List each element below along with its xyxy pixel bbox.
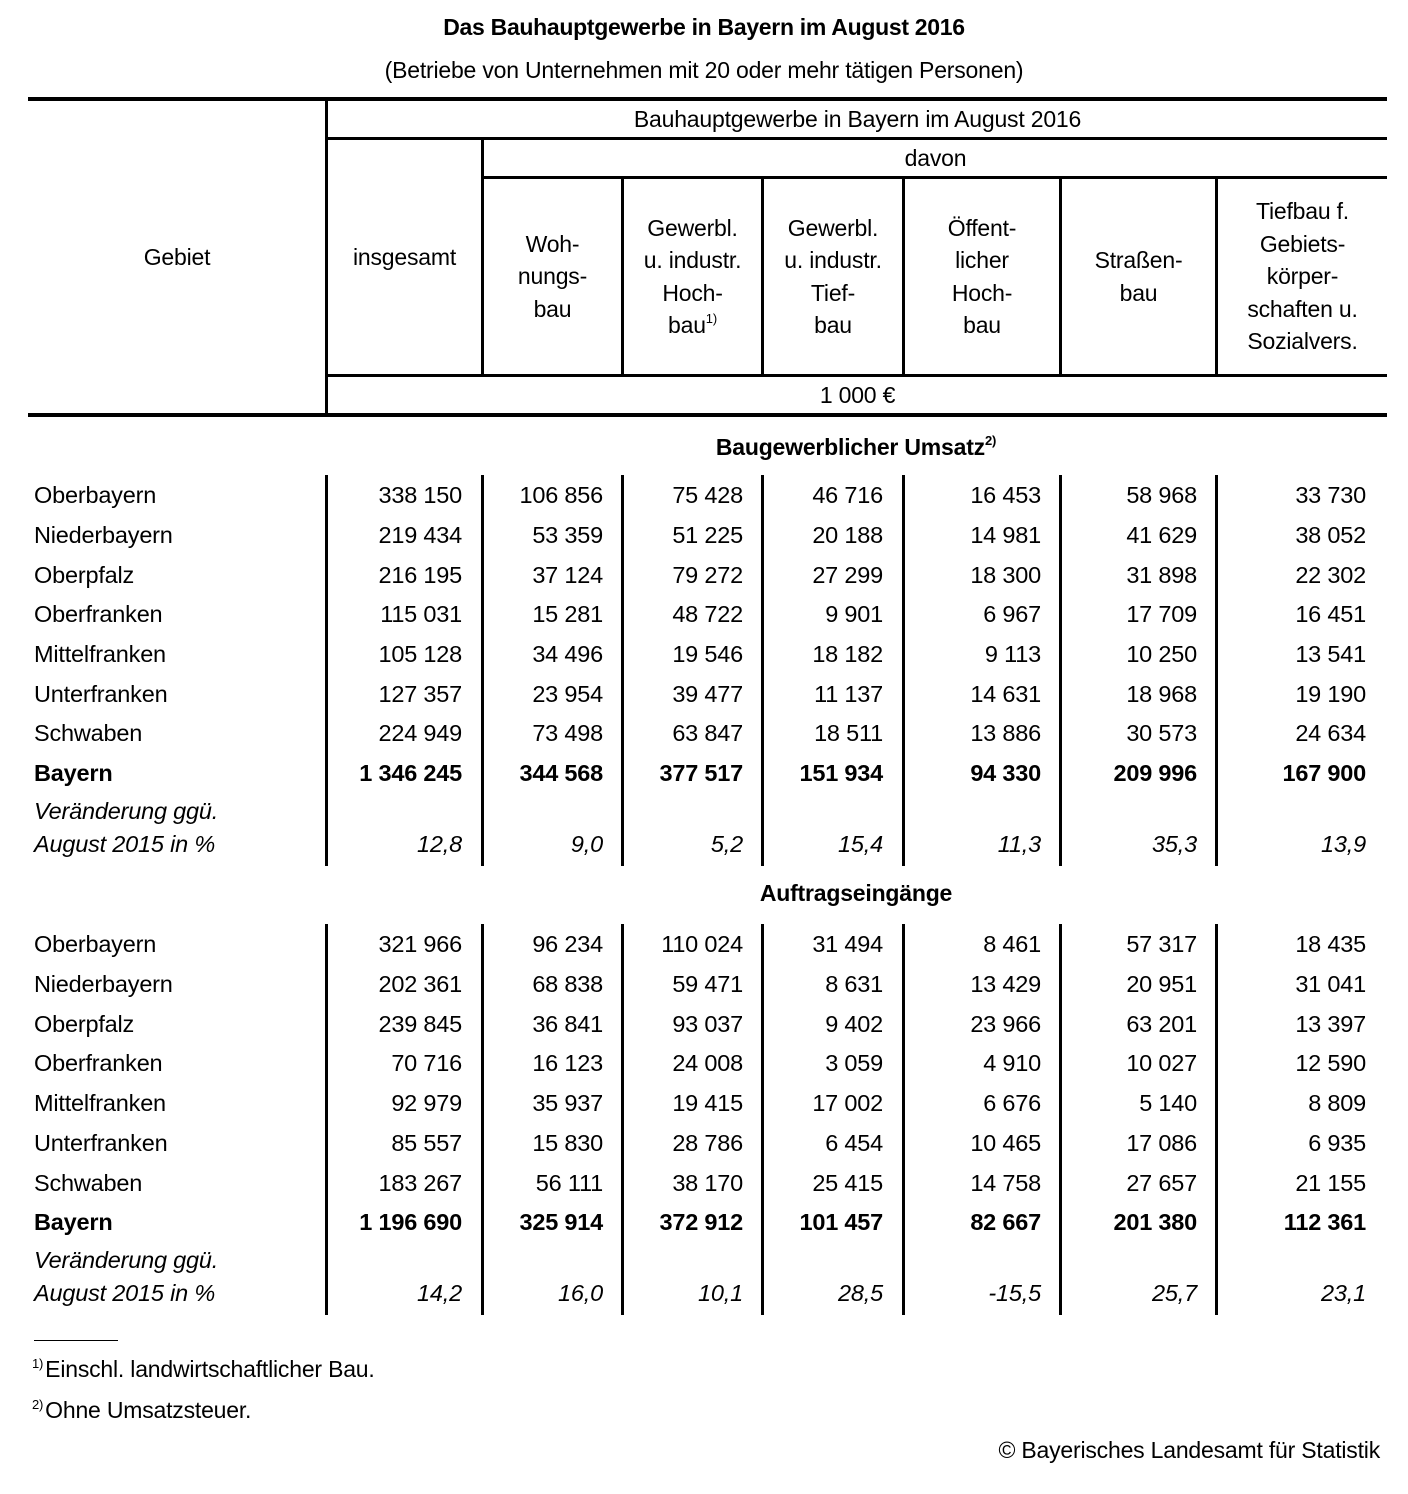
- cell: 18 511: [814, 720, 883, 746]
- row-label: Oberpfalz: [34, 1011, 135, 1037]
- header-group: [328, 101, 1387, 137]
- cell: 14,2: [417, 1280, 462, 1306]
- table-row: [0, 482, 1408, 522]
- cell: 202 361: [378, 971, 462, 997]
- cell: 23 966: [970, 1011, 1041, 1037]
- cell: 27 657: [1126, 1170, 1197, 1196]
- header-line: Hoch-: [662, 279, 723, 306]
- header-line: Hoch-: [951, 279, 1013, 306]
- cell: 12,8: [417, 831, 462, 857]
- cell: 239 845: [378, 1011, 462, 1037]
- row-label: Bayern: [34, 760, 113, 786]
- header-col-gewerbl-tiefbau: [764, 179, 902, 374]
- cell: 35,3: [1152, 831, 1197, 857]
- cell: 19 190: [1295, 681, 1366, 707]
- cell: 73 498: [532, 720, 603, 746]
- header-line: bau: [814, 312, 852, 338]
- cell: 16 123: [532, 1050, 603, 1076]
- cell: 8 461: [983, 931, 1041, 957]
- table-row: [0, 562, 1408, 602]
- cell: 151 934: [799, 760, 883, 786]
- cell: 25 415: [812, 1170, 883, 1196]
- header-col-strassenbau: [1062, 179, 1215, 374]
- cell: 19 546: [672, 641, 743, 667]
- section-title-umsatz: [326, 434, 1386, 461]
- cell: 105 128: [378, 641, 462, 667]
- cell: 13,9: [1321, 831, 1366, 857]
- cell: 377 517: [659, 760, 743, 786]
- header-line: Sozialvers.: [1247, 328, 1358, 355]
- row-label: August 2015 in %: [34, 1280, 216, 1306]
- footnote-marker: 2): [984, 433, 997, 448]
- cell: 101 457: [799, 1209, 883, 1235]
- cell: 13 541: [1295, 641, 1366, 667]
- cell: 18 435: [1295, 931, 1366, 957]
- cell: 13 886: [970, 720, 1041, 746]
- header-unit: [328, 377, 1387, 413]
- header-gebiet-label: Gebiet: [143, 243, 211, 270]
- header-line: nungs-: [517, 263, 588, 290]
- row-label: Veränderung ggü.: [34, 1247, 219, 1273]
- cell: 94 330: [970, 760, 1041, 786]
- header-line: Öffent-: [947, 214, 1017, 241]
- row-label: Veränderung ggü.: [34, 798, 219, 824]
- cell: 17 086: [1126, 1130, 1197, 1156]
- cell: 63 201: [1126, 1011, 1197, 1037]
- section-title-auftragseingaenge: [326, 880, 1386, 907]
- cell: 6 935: [1308, 1130, 1366, 1156]
- cell: 9 113: [984, 641, 1041, 667]
- footnote-text: Einschl. landwirtschaftlicher Bau.: [45, 1356, 375, 1382]
- cell: 219 434: [378, 522, 462, 548]
- cell: 48 722: [672, 601, 743, 627]
- document-title: Das Bauhauptgewerbe in Bayern im August 2016: [443, 14, 965, 40]
- section-title-text: Auftragseingänge: [759, 880, 953, 906]
- cell: 209 996: [1113, 760, 1197, 786]
- footnote-marker: 2): [32, 1397, 44, 1412]
- header-unit-label: 1 000 €: [819, 381, 896, 408]
- cell: 325 914: [519, 1209, 603, 1235]
- cell: 338 150: [378, 482, 462, 508]
- cell: 31 494: [812, 931, 883, 957]
- cell: 79 272: [672, 562, 743, 588]
- cell: 31 898: [1126, 562, 1197, 588]
- cell: 5,2: [710, 831, 743, 857]
- cell: 321 966: [378, 931, 462, 957]
- cell: 110 024: [661, 931, 743, 957]
- table-row: [0, 1130, 1408, 1170]
- header-line: Tiefbau f.: [1255, 198, 1350, 225]
- cell: 24 634: [1295, 720, 1366, 746]
- cell: 6 967: [983, 601, 1041, 627]
- cell: 18 182: [812, 641, 883, 667]
- cell: 92 979: [391, 1090, 462, 1116]
- cell: 23 954: [532, 681, 603, 707]
- cell: 13 429: [970, 971, 1041, 997]
- header-line: licher: [955, 247, 1009, 273]
- cell: 15 281: [532, 601, 603, 627]
- cell: 11 137: [814, 681, 883, 707]
- cell: 18 968: [1126, 681, 1197, 707]
- header-bottom-rule: [28, 413, 1387, 417]
- header-davon-label: davon: [904, 144, 967, 171]
- cell: 6 454: [825, 1130, 883, 1156]
- cell: 10,1: [698, 1280, 743, 1306]
- row-label: Schwaben: [34, 1170, 143, 1196]
- row-label: Oberbayern: [34, 931, 157, 957]
- cell: 27 299: [812, 562, 883, 588]
- row-label: Oberfranken: [34, 601, 163, 627]
- table-row: [0, 971, 1408, 1011]
- section-title-text: Baugewerblicher Umsatz: [715, 434, 985, 460]
- total-row: [0, 1209, 1408, 1249]
- row-label: Niederbayern: [34, 522, 173, 548]
- row-label: Bayern: [34, 1209, 113, 1235]
- footnote-1: [32, 1356, 375, 1383]
- cell: 59 471: [672, 971, 743, 997]
- cell: 68 838: [532, 971, 603, 997]
- table-row: [0, 1170, 1408, 1210]
- cell: 183 267: [378, 1170, 462, 1196]
- total-row: [0, 760, 1408, 800]
- cell: 3 059: [825, 1050, 883, 1076]
- cell: 24 008: [672, 1050, 743, 1076]
- cell: 25,7: [1152, 1280, 1197, 1306]
- row-label: Oberfranken: [34, 1050, 163, 1076]
- cell: 16 453: [970, 482, 1041, 508]
- header-line: [644, 309, 742, 342]
- cell: 4 910: [983, 1050, 1041, 1076]
- header-line-text: bau: [668, 312, 706, 338]
- cell: 15,4: [838, 831, 883, 857]
- cell: 14 631: [970, 681, 1041, 707]
- cell: 30 573: [1126, 720, 1197, 746]
- header-line: Woh-: [525, 230, 580, 257]
- header-line: u. industr.: [643, 247, 742, 273]
- table-row: [0, 601, 1408, 641]
- cell: 10 465: [970, 1130, 1041, 1156]
- table-row: [0, 1050, 1408, 1090]
- header-col-gewerbl-hochbau: [624, 179, 761, 374]
- row-label: August 2015 in %: [34, 831, 216, 857]
- header-line: körper-: [1266, 263, 1339, 290]
- footnote-2: [32, 1397, 251, 1424]
- cell: 39 477: [672, 681, 743, 707]
- cell: 17 002: [812, 1090, 883, 1116]
- cell: 82 667: [970, 1209, 1041, 1235]
- cell: 1 196 690: [359, 1209, 462, 1235]
- cell: 112 361: [1283, 1209, 1366, 1235]
- cell: 31 041: [1295, 971, 1366, 997]
- footnote-marker: 1): [32, 1356, 44, 1371]
- cell: 46 716: [812, 482, 883, 508]
- header-line: bau: [963, 312, 1001, 338]
- cell: 16,0: [558, 1280, 603, 1306]
- change-row: [0, 831, 1408, 871]
- cell: 1 346 245: [359, 760, 462, 786]
- table-row: [0, 681, 1408, 721]
- change-row: [0, 1280, 1408, 1320]
- cell: 9 402: [825, 1011, 883, 1037]
- footnote-text: Ohne Umsatzsteuer.: [45, 1397, 252, 1423]
- footnote-marker: 1): [705, 311, 717, 326]
- cell: 56 111: [535, 1170, 603, 1196]
- header-col-tiefbau-gebietskoerperschaften: [1218, 179, 1387, 374]
- table-row: [0, 931, 1408, 971]
- cell: 16 451: [1295, 601, 1366, 627]
- cell: 28 786: [672, 1130, 743, 1156]
- cell: 11,3: [997, 831, 1041, 857]
- cell: 106 856: [519, 482, 603, 508]
- header-line: bau: [1119, 279, 1158, 306]
- cell: 23,1: [1321, 1280, 1366, 1306]
- row-label: Unterfranken: [34, 681, 168, 707]
- cell: 85 557: [391, 1130, 462, 1156]
- cell: 201 380: [1113, 1209, 1197, 1235]
- cell: 115 031: [380, 601, 462, 627]
- cell: 37 124: [532, 562, 603, 588]
- cell: -15,5: [988, 1280, 1041, 1306]
- cell: 93 037: [672, 1011, 743, 1037]
- header-insgesamt-label: insgesamt: [352, 243, 457, 270]
- header-col-oeffentlicher-hochbau: [905, 179, 1059, 374]
- footnote-rule: [34, 1340, 118, 1341]
- header-gebiet: [28, 101, 326, 413]
- header-line: schaften u.: [1247, 295, 1358, 322]
- cell: 19 415: [672, 1090, 743, 1116]
- cell: 96 234: [532, 931, 603, 957]
- cell: 34 496: [532, 641, 603, 667]
- cell: 70 716: [391, 1050, 462, 1076]
- row-label: Mittelfranken: [34, 641, 166, 667]
- document-subtitle: (Betriebe von Unternehmen mit 20 oder mehr tätigen Personen): [384, 57, 1024, 83]
- header-line: Gewerbl.: [787, 214, 879, 241]
- header-col-wohnungsbau: [484, 179, 621, 374]
- cell: 224 949: [378, 720, 462, 746]
- header-group-label: Bauhauptgewerbe in Bayern im August 2016: [633, 105, 1082, 132]
- cell: 17 709: [1126, 601, 1197, 627]
- cell: 10 250: [1126, 641, 1197, 667]
- copyright-notice: © Bayerisches Landesamt für Statistik: [998, 1437, 1380, 1463]
- cell: 35 937: [532, 1090, 603, 1116]
- cell: 14 758: [970, 1170, 1041, 1196]
- cell: 8 631: [825, 971, 883, 997]
- row-label: Oberbayern: [34, 482, 157, 508]
- cell: 53 359: [532, 522, 603, 548]
- cell: 57 317: [1126, 931, 1197, 957]
- header-line: bau: [533, 295, 572, 322]
- cell: 75 428: [672, 482, 743, 508]
- table-row: [0, 1011, 1408, 1051]
- cell: 8 809: [1308, 1090, 1366, 1116]
- header-davon: [484, 140, 1387, 176]
- cell: 13 397: [1295, 1011, 1366, 1037]
- row-label: Niederbayern: [34, 971, 173, 997]
- cell: 33 730: [1295, 482, 1366, 508]
- cell: 41 629: [1126, 522, 1197, 548]
- header-line: Gewerbl.: [647, 214, 738, 241]
- cell: 63 847: [672, 720, 743, 746]
- cell: 22 302: [1295, 562, 1366, 588]
- cell: 9 901: [825, 601, 883, 627]
- cell: 12 590: [1295, 1050, 1366, 1076]
- cell: 14 981: [970, 522, 1041, 548]
- header-line: u. industr.: [784, 247, 882, 273]
- row-label: Oberpfalz: [34, 562, 135, 588]
- table-row: [0, 720, 1408, 760]
- cell: 167 900: [1282, 760, 1366, 786]
- header-line: Gebiets-: [1259, 230, 1346, 257]
- cell: 216 195: [378, 562, 462, 588]
- table-row: [0, 641, 1408, 681]
- header-line: Tief-: [810, 279, 856, 306]
- table-row: [0, 1090, 1408, 1130]
- cell: 58 968: [1126, 482, 1197, 508]
- cell: 127 357: [378, 681, 462, 707]
- cell: 20 951: [1126, 971, 1197, 997]
- cell: 10 027: [1126, 1050, 1197, 1076]
- cell: 9,0: [570, 831, 603, 857]
- cell: 372 912: [659, 1209, 743, 1235]
- row-label: Schwaben: [34, 720, 143, 746]
- table-row: [0, 522, 1408, 562]
- cell: 36 841: [532, 1011, 603, 1037]
- cell: 21 155: [1295, 1170, 1366, 1196]
- cell: 18 300: [970, 562, 1041, 588]
- cell: 38 052: [1295, 522, 1366, 548]
- cell: 38 170: [672, 1170, 743, 1196]
- cell: 6 676: [983, 1090, 1041, 1116]
- cell: 51 225: [672, 522, 743, 548]
- cell: 15 830: [532, 1130, 603, 1156]
- cell: 344 568: [519, 760, 603, 786]
- cell: 20 188: [812, 522, 883, 548]
- row-label: Mittelfranken: [34, 1090, 166, 1116]
- cell: 28,5: [838, 1280, 883, 1306]
- row-label: Unterfranken: [34, 1130, 168, 1156]
- header-line: Straßen-: [1094, 247, 1183, 273]
- cell: 5 140: [1139, 1090, 1197, 1116]
- header-insgesamt: [328, 140, 481, 374]
